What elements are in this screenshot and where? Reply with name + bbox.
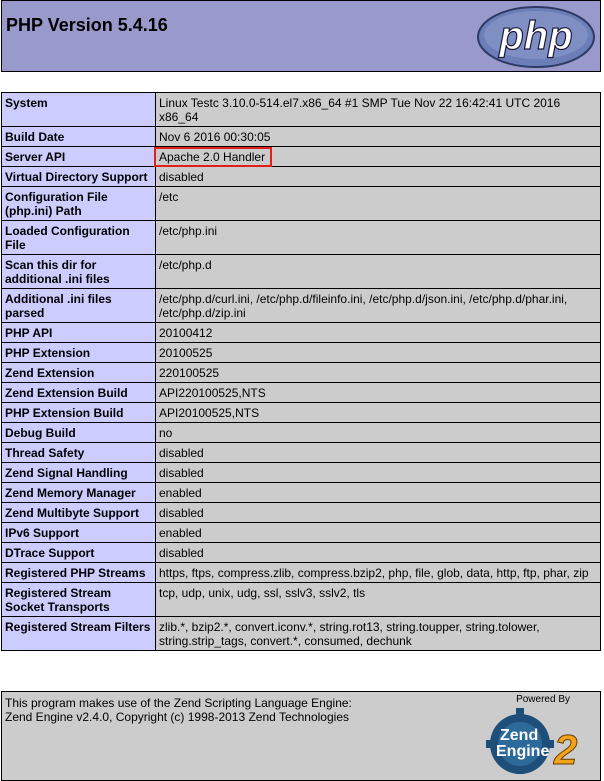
table-row bbox=[2, 543, 601, 563]
row-value: /etc/php.ini bbox=[156, 221, 601, 255]
table-row bbox=[2, 483, 601, 503]
row-value: /etc bbox=[156, 187, 601, 221]
row-value: disabled bbox=[156, 503, 601, 523]
table-row bbox=[2, 403, 601, 423]
row-value: disabled bbox=[156, 543, 601, 563]
row-key: Registered Stream Filters bbox=[2, 617, 156, 651]
row-value: 220100525 bbox=[156, 363, 601, 383]
zend-logo-line1: Zend bbox=[500, 727, 539, 744]
row-value: API220100525,NTS bbox=[156, 383, 601, 403]
info-table bbox=[1, 92, 601, 651]
php-logo bbox=[476, 5, 596, 69]
row-value: 20100412 bbox=[156, 323, 601, 343]
powered-by-label: Powered By bbox=[516, 694, 570, 705]
table-row bbox=[2, 443, 601, 463]
row-value: 20100525 bbox=[156, 343, 601, 363]
table-row bbox=[2, 147, 601, 167]
php-version-header bbox=[1, 0, 601, 72]
table-row bbox=[2, 289, 601, 323]
table-row bbox=[2, 423, 601, 443]
row-key: Scan this dir for additional .ini files bbox=[2, 255, 156, 289]
row-value: zlib.*, bzip2.*, convert.iconv.*, string.rot13, string.toupper, string.tolower, string.strip_tags, convert.*, consumed, dechunk bbox=[156, 617, 601, 651]
zend-logo-area bbox=[484, 694, 596, 774]
table-row bbox=[2, 463, 601, 483]
zend-credits bbox=[5, 696, 352, 724]
row-key: Registered PHP Streams bbox=[2, 563, 156, 583]
row-value-cell bbox=[156, 147, 601, 167]
row-value: disabled bbox=[156, 463, 601, 483]
row-key: Zend Memory Manager bbox=[2, 483, 156, 503]
table-row bbox=[2, 617, 601, 651]
table-row bbox=[2, 93, 601, 127]
table-row bbox=[2, 127, 601, 147]
row-key: Thread Safety bbox=[2, 443, 156, 463]
zend-logo-line2: Engine bbox=[496, 743, 550, 760]
row-key: IPv6 Support bbox=[2, 523, 156, 543]
row-value: disabled bbox=[156, 167, 601, 187]
row-key: PHP Extension bbox=[2, 343, 156, 363]
table-row bbox=[2, 383, 601, 403]
row-value: /etc/php.d/curl.ini, /etc/php.d/fileinfo.ini, /etc/php.d/json.ini, /etc/php.d/phar.ini, /etc/php.d/zip.ini bbox=[156, 289, 601, 323]
row-value: enabled bbox=[156, 523, 601, 543]
server-api-highlight: Apache 2.0 Handler bbox=[157, 150, 269, 164]
page-title: PHP Version 5.4.16 bbox=[6, 15, 168, 35]
row-value: https, ftps, compress.zlib, compress.bzip2, php, file, glob, data, http, ftp, phar, zip bbox=[156, 563, 601, 583]
zend-engine-logo bbox=[484, 706, 596, 774]
row-value: enabled bbox=[156, 483, 601, 503]
table-row bbox=[2, 523, 601, 543]
row-key: DTrace Support bbox=[2, 543, 156, 563]
row-key: Registered Stream Socket Transports bbox=[2, 583, 156, 617]
php-logo-text: php bbox=[499, 14, 573, 58]
row-key: Debug Build bbox=[2, 423, 156, 443]
row-value: tcp, udp, unix, udg, ssl, sslv3, sslv2, tls bbox=[156, 583, 601, 617]
row-value: disabled bbox=[156, 443, 601, 463]
row-value: Nov 6 2016 00:30:05 bbox=[156, 127, 601, 147]
row-key: PHP API bbox=[2, 323, 156, 343]
table-row bbox=[2, 167, 601, 187]
zend-footer bbox=[1, 691, 601, 781]
row-value: API20100525,NTS bbox=[156, 403, 601, 423]
row-key: Virtual Directory Support bbox=[2, 167, 156, 187]
row-key: System bbox=[2, 93, 156, 127]
zend-credits-line1: This program makes use of the Zend Scripting Language Engine: bbox=[5, 696, 352, 710]
row-value: /etc/php.d bbox=[156, 255, 601, 289]
table-row bbox=[2, 221, 601, 255]
row-key: Loaded Configuration File bbox=[2, 221, 156, 255]
table-row bbox=[2, 323, 601, 343]
table-row bbox=[2, 503, 601, 523]
row-key: Additional .ini files parsed bbox=[2, 289, 156, 323]
row-value: no bbox=[156, 423, 601, 443]
zend-credits-line2: Zend Engine v2.4.0, Copyright (c) 1998-2013 Zend Technologies bbox=[5, 710, 349, 724]
row-key: Zend Extension bbox=[2, 363, 156, 383]
table-row bbox=[2, 583, 601, 617]
row-value: Linux Testc 3.10.0-514.el7.x86_64 #1 SMP Tue Nov 22 16:42:41 UTC 2016 x86_64 bbox=[156, 93, 601, 127]
table-row bbox=[2, 563, 601, 583]
table-row bbox=[2, 255, 601, 289]
row-key: Zend Signal Handling bbox=[2, 463, 156, 483]
row-key: Zend Multibyte Support bbox=[2, 503, 156, 523]
row-key: Zend Extension Build bbox=[2, 383, 156, 403]
zend-logo-number: 2 bbox=[554, 726, 578, 773]
table-row bbox=[2, 187, 601, 221]
row-key: PHP Extension Build bbox=[2, 403, 156, 423]
table-row bbox=[2, 363, 601, 383]
row-key: Build Date bbox=[2, 127, 156, 147]
row-key: Configuration File (php.ini) Path bbox=[2, 187, 156, 221]
row-key: Server API bbox=[2, 147, 156, 167]
table-row bbox=[2, 343, 601, 363]
